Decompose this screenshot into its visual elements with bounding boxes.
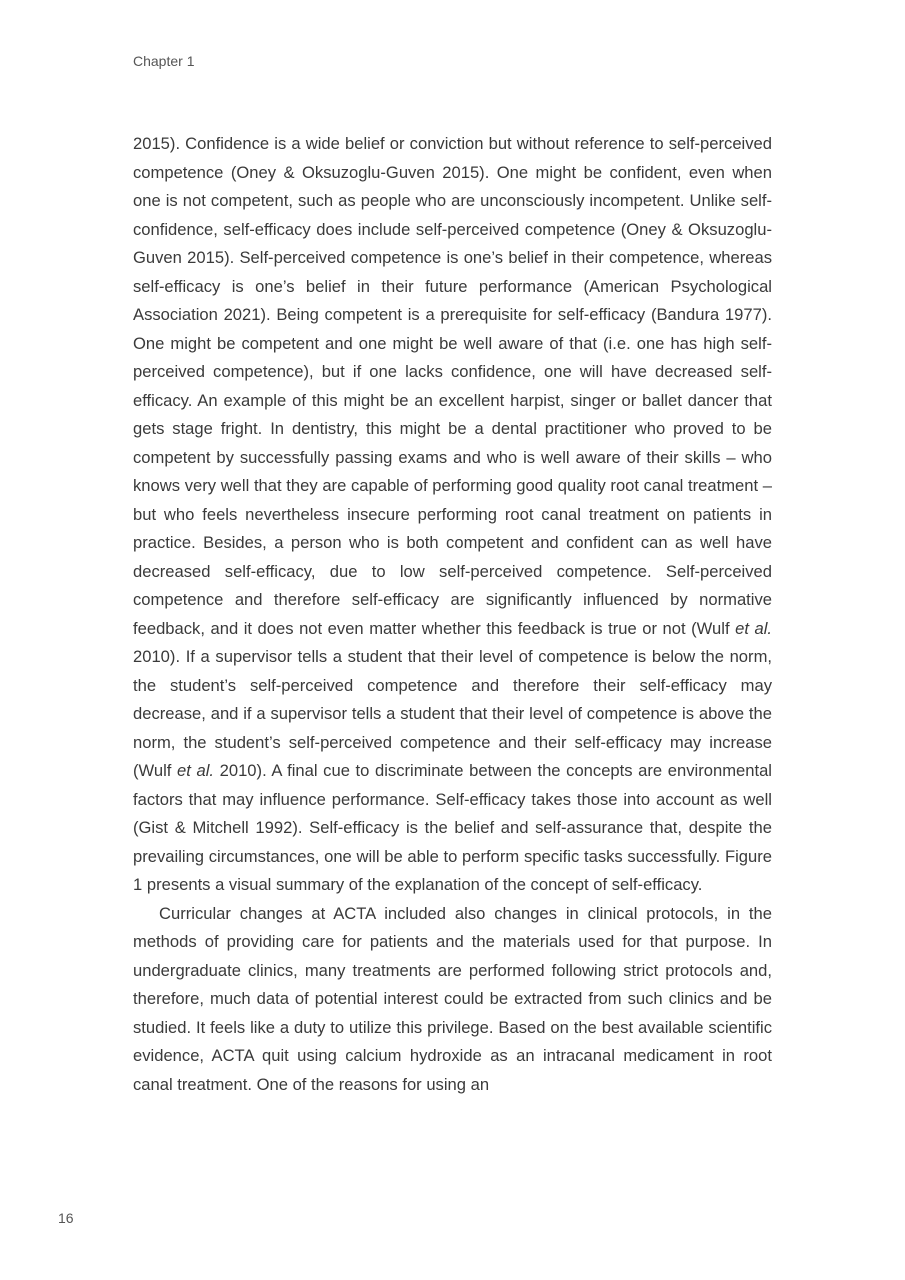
running-header: Chapter 1 (133, 53, 195, 69)
italic-et-al: et al. (177, 761, 215, 780)
paragraph-curricular-changes (133, 900, 772, 1100)
text-run: 2015). Confidence is a wide belief or conviction but without reference to self-perceived competence (Oney & Oksuzoglu-Guven 2015). One might be confident, even when one is not competent, such as people who are unconsciously incompetent. Unlike self-confidence, self-efficacy does include self-perceived competence (Oney & Oksuzoglu-Guven 2015). Self-perceived competence is one’s belief in their competence, whereas self-efficacy is one’s belief in their future performance (American Psychological Association 2021). Being competent is a prerequisite for self-efficacy (Bandura 1977). One might be competent and one might be well aware of that (i.e. one has high self-perceived competence), but if one lacks confidence, one will have decreased self-efficacy. An example of this might be an excellent harpist, singer or ballet dancer that gets stage fright. In dentistry, this might be a dental practitioner who proved to be competent by successfully passing exams and who is well aware of their skills – who knows very well that they are capable of performing good quality root canal treatment – but who feels nevertheless insecure performing root canal treatment on patients in practice. Besides, a person who is both competent and confident can as well have decreased self-efficacy, due to low self-perceived competence. Self-perceived competence and therefore self-efficacy are significantly influenced by normative feedback, and it does not even matter whether this feedback is true or not (Wulf (133, 134, 772, 638)
body-text (133, 130, 772, 1099)
text-run: Curricular changes at ACTA included also changes in clinical protocols, in the methods of providing care for patients and the materials used for that purpose. In undergraduate clinics, many treatments are performed following strict protocols and, therefore, much data of potential interest could be extracted from such clinics and be studied. It feels like a duty to utilize this privilege. Based on the best available scientific evidence, ACTA quit using calcium hydroxide as an intracanal medicament in root canal treatment. One of the reasons for using an (133, 903, 772, 1094)
text-run: 2010). A final cue to discriminate between the concepts are environmental factors that may influence performance. Self-efficacy takes those into account as well (Gist & Mitchell 1992). Self-efficacy is the belief and self-assurance that, despite the prevailing circumstances, one will be able to perform specific tasks successfully. Figure 1 presents a visual summary of the explanation of the concept of self-efficacy. (133, 761, 772, 894)
paragraph-self-efficacy (133, 130, 772, 900)
page-number: 16 (58, 1210, 74, 1226)
text-run: 2010). If a supervisor tells a student that their level of competence is below the norm, the student’s self-perceived competence and therefore their self-efficacy may decrease, and if a supervisor tells a student that their level of competence is above the norm, the student’s self-perceived competence and their self-efficacy may increase (Wulf (133, 647, 772, 780)
italic-et-al: et al. (735, 618, 772, 638)
